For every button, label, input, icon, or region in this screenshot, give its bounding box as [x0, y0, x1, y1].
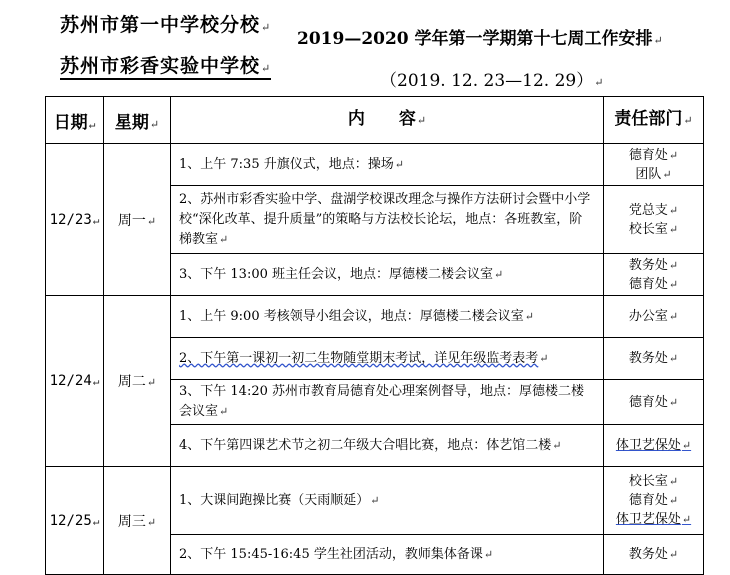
dept-label: 德育处↵ [628, 147, 679, 163]
dept-label: 校长室↵ [628, 474, 679, 489]
content-cell: 2、下午第一课初一初二生物随堂期末考试，详见年级监考表考↵ [171, 338, 604, 380]
table-header-row [46, 97, 704, 144]
content-cell: 3、下午 13:00 班主任会议，地点：厚德楼二楼会议室↵ [171, 254, 604, 296]
content-cell: 4、下午第四课艺术节之初二年级大合唱比赛，地点：体艺馆二楼↵ [171, 425, 604, 467]
content-cell: 1、大课间跑操比赛（天雨顺延）↵ [171, 467, 604, 535]
dept-cell [604, 144, 704, 186]
header-dept: 责任部门↵ [604, 97, 704, 144]
dept-label: 德育处↵ [628, 394, 679, 410]
dept-cell [604, 186, 704, 254]
content-cell: 3、下午 14:20 苏州市教育局德育处心理案例督导，地点：厚德楼二楼会议室↵ [171, 380, 604, 425]
table-row [46, 296, 704, 338]
header-date: 日期↵ [46, 97, 104, 144]
document-title: 2019—2020 学年第一学期第十七周工作安排↵ [297, 29, 663, 49]
content-cell: 2、下午 15:45-16:45 学生社团活动，教师集体备课↵ [171, 535, 604, 575]
dept-label: 教务处↵ [628, 547, 679, 562]
dept-cell [604, 467, 704, 535]
dept-cell [604, 425, 704, 467]
dept-label: 办公室↵ [628, 309, 679, 324]
dept-label: 德育处↵ [628, 276, 679, 292]
dept-label: 校长室↵ [628, 221, 679, 237]
header-day: 星期↵ [104, 97, 171, 144]
dept-cell [604, 380, 704, 425]
date-cell: 12/23↵ [46, 144, 104, 296]
school-name-1: 苏州市第一中学校分校↵ [60, 14, 272, 36]
content-cell: 2、苏州市彩香实验中学、盘湖学校课改理念与操作方法研讨会暨中小学校“深化改革、提升质量”的策略与方法校长论坛，地点：各班教室，阶梯教室↵ [171, 186, 604, 254]
dept-cell [604, 296, 704, 338]
school-name-2: 苏州市彩香实验中学校↵ [60, 51, 271, 80]
content-cell: 1、上午 7:35 升旗仪式，地点：操场↵ [171, 144, 604, 186]
table-row [46, 144, 704, 186]
dept-label: 教务处↵ [628, 351, 679, 366]
dept-cell [604, 338, 704, 380]
dept-label: 教务处↵ [628, 257, 679, 273]
date-cell: 12/24↵ [46, 296, 104, 467]
date-range: （2019. 12. 23—12. 29）↵ [380, 71, 604, 91]
dept-cell [604, 535, 704, 575]
dept-label: 体卫艺保处↵ [615, 438, 692, 453]
day-cell: 周一↵ [104, 144, 171, 296]
day-cell: 周二↵ [104, 296, 171, 467]
schedule-table [45, 96, 704, 575]
day-cell: 周三↵ [104, 467, 171, 575]
table-row [46, 467, 704, 535]
header-content: 内 容↵ [171, 97, 604, 144]
dept-label: 党总支↵ [628, 202, 679, 218]
dept-label: 团队↵ [635, 166, 672, 182]
dept-cell [604, 254, 704, 296]
date-cell: 12/25↵ [46, 467, 104, 575]
content-cell: 1、上午 9:00 考核领导小组会议，地点：厚德楼二楼会议室↵ [171, 296, 604, 338]
dept-label: 德育处↵ [628, 493, 679, 508]
dept-label: 体卫艺保处↵ [615, 512, 692, 527]
